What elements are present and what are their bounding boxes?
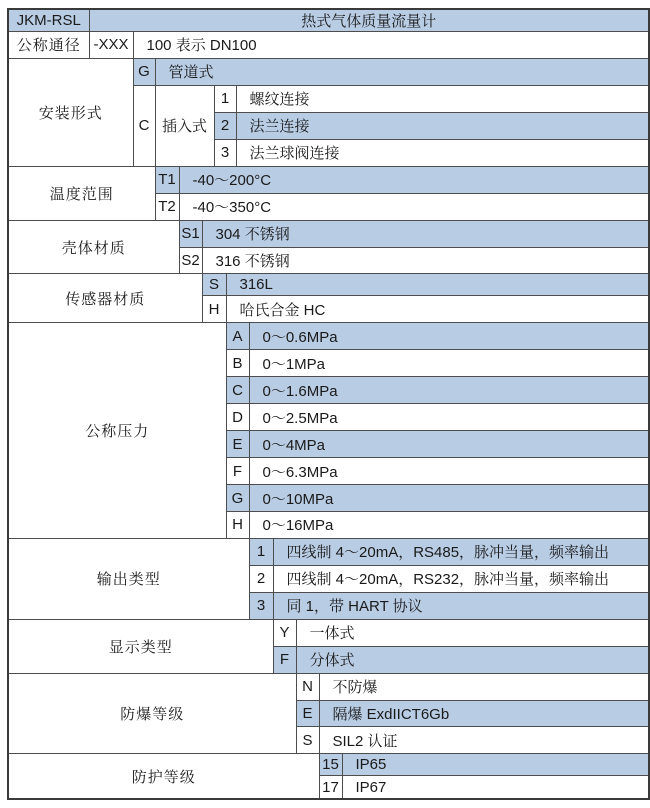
option-desc: 0～16MPa <box>249 511 649 538</box>
option-code: H <box>226 511 249 538</box>
table-row <box>8 538 649 565</box>
option-code: S2 <box>179 247 202 274</box>
section-label-output: 输出类型 <box>8 538 249 619</box>
option-code: 1 <box>249 538 273 565</box>
option-code: E <box>226 431 249 458</box>
option-code: C <box>226 377 249 404</box>
table-row <box>8 274 649 296</box>
table-row <box>8 32 649 59</box>
option-code: H <box>202 296 226 323</box>
option-code: F <box>273 646 296 673</box>
option-code: N <box>296 673 319 700</box>
section-label-sensor: 传感器材质 <box>8 274 202 323</box>
insert-type-label: 插入式 <box>155 85 214 166</box>
option-code: T1 <box>155 166 179 193</box>
option-code: A <box>226 323 249 350</box>
option-code: C <box>133 85 155 166</box>
table-row <box>8 9 649 32</box>
table-row <box>8 754 649 776</box>
option-desc: 0～10MPa <box>249 485 649 512</box>
option-code: 3 <box>249 592 273 619</box>
option-code: -XXX <box>89 32 133 59</box>
section-label-temperature: 温度范围 <box>8 166 155 220</box>
option-code: S <box>296 727 319 754</box>
section-label-explosion: 防爆等级 <box>8 673 296 754</box>
option-desc: 0～1.6MPa <box>249 377 649 404</box>
option-code: S1 <box>179 220 202 247</box>
option-desc: -40～350°C <box>179 193 649 220</box>
option-desc: SIL2 认证 <box>319 727 649 754</box>
option-code: 1 <box>214 85 236 112</box>
option-desc: 0～4MPa <box>249 431 649 458</box>
option-code: E <box>296 700 319 727</box>
option-code: 2 <box>214 112 236 139</box>
option-desc: 304 不锈钢 <box>202 220 649 247</box>
option-code: B <box>226 350 249 377</box>
option-code: 3 <box>214 139 236 166</box>
table-row <box>8 673 649 700</box>
option-desc: 316L <box>226 274 649 296</box>
option-code: G <box>133 58 155 85</box>
option-desc: 0～0.6MPa <box>249 323 649 350</box>
option-desc: -40～200°C <box>179 166 649 193</box>
table-row <box>8 323 649 350</box>
option-code: S <box>202 274 226 296</box>
option-desc: 法兰连接 <box>236 112 649 139</box>
option-code: Y <box>273 619 296 646</box>
option-code: G <box>226 485 249 512</box>
option-code: 17 <box>319 776 342 799</box>
option-desc: 四线制 4～20mA，RS232，脉冲当量，频率输出 <box>273 565 649 592</box>
option-desc: 同 1，带 HART 协议 <box>273 592 649 619</box>
section-label-dn: 公称通径 <box>8 32 89 59</box>
section-label-pressure: 公称压力 <box>8 323 226 539</box>
option-desc: 隔爆 ExdIICT6Gb <box>319 700 649 727</box>
option-code: 2 <box>249 565 273 592</box>
product-name-cell: 热式气体质量流量计 <box>89 9 649 32</box>
table-row <box>8 166 649 193</box>
section-label-housing: 壳体材质 <box>8 220 179 274</box>
option-desc: 0～2.5MPa <box>249 404 649 431</box>
section-label-display: 显示类型 <box>8 619 273 673</box>
option-desc: 分体式 <box>296 646 649 673</box>
option-desc: 不防爆 <box>319 673 649 700</box>
option-code: F <box>226 458 249 485</box>
option-desc: 100 表示 DN100 <box>133 32 649 59</box>
option-desc: IP67 <box>342 776 649 799</box>
option-desc: 螺纹连接 <box>236 85 649 112</box>
model-selection-table <box>7 8 650 800</box>
option-desc: 316 不锈钢 <box>202 247 649 274</box>
option-desc: 一体式 <box>296 619 649 646</box>
option-desc: 0～1MPa <box>249 350 649 377</box>
option-desc: 四线制 4～20mA，RS485，脉冲当量，频率输出 <box>273 538 649 565</box>
section-label-protection: 防护等级 <box>8 754 319 799</box>
option-desc: IP65 <box>342 754 649 776</box>
option-desc: 管道式 <box>155 58 649 85</box>
option-code: 15 <box>319 754 342 776</box>
option-desc: 法兰球阀连接 <box>236 139 649 166</box>
section-label-install: 安装形式 <box>8 58 133 166</box>
model-code-cell: JKM-RSL <box>8 9 89 32</box>
option-desc: 哈氏合金 HC <box>226 296 649 323</box>
option-code: D <box>226 404 249 431</box>
option-desc: 0～6.3MPa <box>249 458 649 485</box>
table-row <box>8 58 649 85</box>
option-code: T2 <box>155 193 179 220</box>
table-row <box>8 619 649 646</box>
table-row <box>8 220 649 247</box>
